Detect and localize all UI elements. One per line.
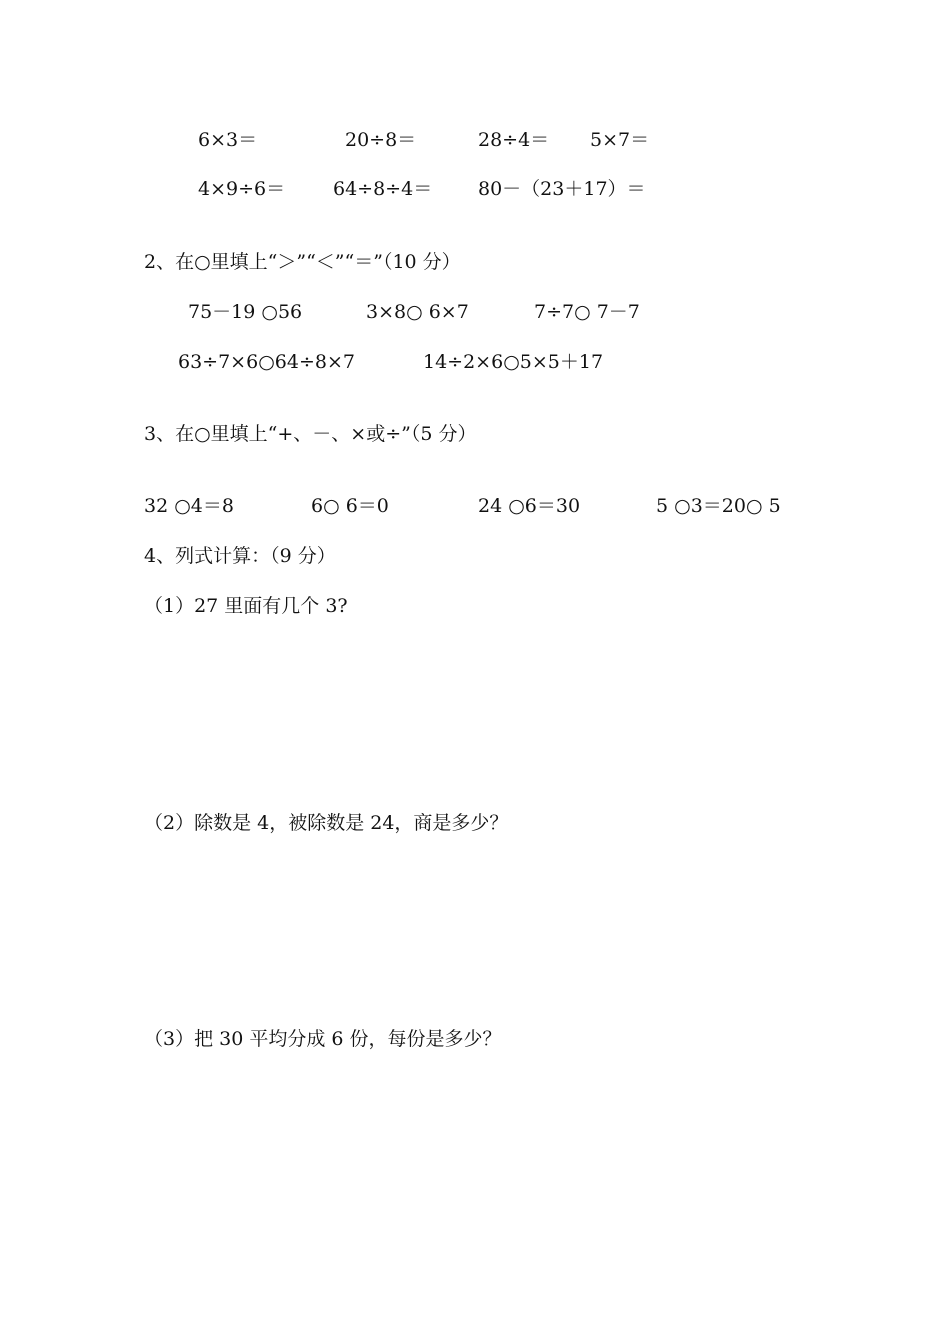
compare-1-2: 3×8○ 6×7 bbox=[366, 301, 469, 323]
problem-1-2: 20÷8＝ bbox=[345, 129, 417, 151]
compare-1-1: 75－19 ○56 bbox=[188, 301, 303, 323]
problem-2-2: 64÷8÷4＝ bbox=[333, 178, 433, 200]
problem-2-1: 4×9÷6＝ bbox=[198, 178, 286, 200]
operator-1-2: 6○ 6＝0 bbox=[311, 495, 389, 517]
problem-2-3: 80－（23＋17）＝ bbox=[478, 178, 646, 200]
compare-1-3: 7÷7○ 7－7 bbox=[534, 301, 640, 323]
operator-1-3: 24 ○6＝30 bbox=[478, 495, 581, 517]
operator-1-1: 32 ○4＝8 bbox=[144, 495, 234, 517]
section-2-heading: 2、在○里填上“＞”“＜”“＝”（10 分） bbox=[144, 251, 461, 273]
compare-2-1: 63÷7×6○64÷8×7 bbox=[178, 351, 355, 373]
compare-2-2: 14÷2×6○5×5＋17 bbox=[423, 351, 604, 373]
word-problem-3: （3）把 30 平均分成 6 份，每份是多少？ bbox=[144, 1028, 502, 1050]
operator-1-4: 5 ○3＝20○ 5 bbox=[656, 495, 781, 517]
section-4-heading: 4、列式计算：（9 分） bbox=[144, 545, 336, 567]
problem-1-3: 28÷4＝ bbox=[478, 129, 550, 151]
section-3-heading: 3、在○里填上“+、－、×或÷”（5 分） bbox=[144, 423, 477, 445]
word-problem-2: （2）除数是 4，被除数是 24，商是多少？ bbox=[144, 812, 509, 834]
problem-1-4: 5×7＝ bbox=[590, 129, 650, 151]
problem-1-1: 6×3＝ bbox=[198, 129, 258, 151]
word-problem-1: （1）27 里面有几个 3? bbox=[144, 595, 348, 617]
